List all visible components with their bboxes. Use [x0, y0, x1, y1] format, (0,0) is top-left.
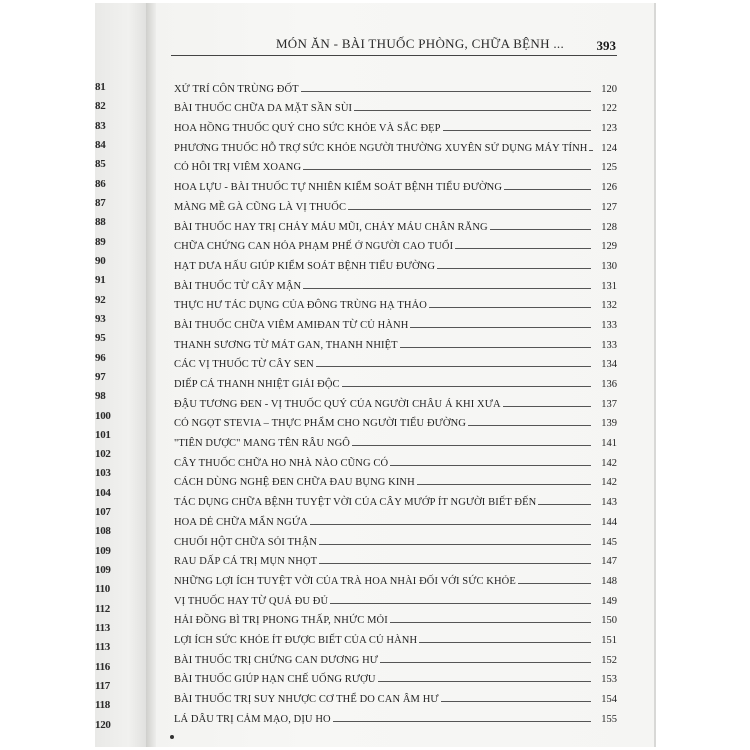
toc-entry	[174, 331, 617, 351]
toc-entry	[174, 607, 617, 627]
toc-entry	[174, 311, 617, 331]
toc-entry-title: RAU DẤP CÁ TRỊ MỤN NHỌT	[174, 556, 318, 568]
toc-leader-dots	[504, 188, 591, 190]
toc-leader-dots	[455, 247, 591, 249]
toc-entry-title: XỬ TRÍ CÔN TRÙNG ĐỐT	[174, 83, 299, 95]
toc-entry-title: BÀI THUỐC TRỊ CHỨNG CAN DƯƠNG HƯ	[174, 654, 379, 666]
left-page-number: 86	[95, 177, 106, 190]
left-page-number: 118	[95, 699, 110, 712]
toc-leader-dots	[303, 287, 591, 289]
toc-entry	[174, 666, 617, 686]
toc-entry-title: DIẾP CÁ THANH NHIỆT GIẢI ĐỘC	[174, 379, 340, 390]
left-page-number: 109	[95, 544, 111, 557]
toc-entry-page: 131	[601, 280, 617, 292]
toc-entry-page: 150	[601, 615, 617, 627]
toc-entry-title: CÁC VỊ THUỐC TỪ CÂY SEN	[174, 359, 314, 371]
toc-leader-dots	[352, 444, 591, 446]
toc-leader-dots	[316, 365, 591, 367]
left-page-number: 89	[95, 235, 106, 248]
toc-entry-page: 133	[601, 319, 617, 331]
toc-entry-page: 122	[601, 103, 617, 115]
toc-entry-page: 136	[601, 379, 617, 390]
left-page-number: 107	[95, 506, 111, 519]
toc-entry	[174, 390, 617, 410]
toc-leader-dots	[380, 661, 591, 663]
toc-entry-page: 128	[601, 221, 617, 233]
toc-entry-page: 139	[601, 418, 617, 430]
left-page-number: 102	[95, 448, 111, 461]
toc-leader-dots	[419, 641, 591, 643]
left-page-number: 97	[95, 370, 106, 383]
toc-entry-page: 142	[601, 477, 617, 489]
toc-leader-dots	[417, 483, 591, 485]
toc-entry-title: CHUỐI HỘT CHỮA SỎI THẬN	[174, 536, 318, 548]
toc-leader-dots	[441, 700, 591, 702]
left-page-number: 103	[95, 467, 111, 480]
toc-entry-page: 124	[601, 142, 617, 154]
toc-entry-title: THANH SƯƠNG TỪ MÁT GAN, THANH NHIỆT	[174, 339, 398, 351]
toc-leader-dots	[354, 109, 591, 111]
toc-entry-page: 148	[601, 575, 617, 587]
toc-entry-title: BÀI THUỐC TRỊ SUY NHƯỢC CƠ THỂ DO CAN ÂM HƯ	[174, 694, 439, 705]
toc-leader-dots	[429, 306, 591, 308]
toc-entry-title: CÁCH DÙNG NGHỆ ĐEN CHỮA ĐAU BỤNG KINH	[174, 477, 415, 489]
toc-entry	[174, 528, 617, 548]
toc-entry-page: 130	[601, 260, 617, 272]
toc-entry-title: ĐẬU TƯƠNG ĐEN - VỊ THUỐC QUÝ CỦA NGƯỜI CHÂU Á KHI XƯA	[174, 398, 501, 410]
left-page-number: 92	[95, 293, 106, 306]
running-title: MÓN ĂN - BÀI THUỐC PHÒNG, CHỮA BỆNH ...	[275, 36, 564, 51]
toc-entry-title: CỎ NGỌT STEVIA – THỰC PHẨM CHO NGƯỜI TIỂU ĐƯỜNG	[174, 418, 466, 430]
left-page-number: 116	[95, 660, 110, 673]
toc-entry	[174, 508, 617, 528]
toc-leader-dots	[378, 680, 591, 682]
header-rule	[171, 55, 617, 56]
toc-entry	[174, 429, 617, 449]
toc-entry-page: 129	[601, 241, 617, 253]
left-page-number: 112	[95, 602, 110, 615]
toc-entry-page: 125	[601, 162, 617, 174]
toc-entry-title: PHƯƠNG THUỐC HỖ TRỢ SỨC KHỎE NGƯỜI THƯỜNG XUYÊN SỬ DỤNG MÁY TÍNH	[174, 142, 588, 154]
toc-entry	[174, 272, 617, 292]
left-page-number: 91	[95, 274, 106, 287]
page-mark	[170, 735, 174, 739]
left-page-number: 98	[95, 390, 106, 403]
toc-leader-dots	[390, 464, 591, 466]
left-page-number: 82	[95, 100, 106, 113]
toc-leader-dots	[468, 424, 591, 426]
toc-entry-page: 152	[601, 654, 617, 666]
left-page-number: 104	[95, 486, 111, 499]
toc-entry-title: HOA LỰU - BÀI THUỐC TỰ NHIÊN KIỂM SOÁT BỆNH TIỂU ĐƯỜNG	[174, 182, 503, 194]
toc-leader-dots	[330, 602, 591, 604]
toc-leader-dots	[301, 90, 591, 92]
toc-entry-title: CHỮA CHỨNG CAN HỎA PHẠM PHẾ Ở NGƯỜI CAO TUỔI	[174, 241, 454, 253]
toc-entry-page: 154	[601, 694, 617, 705]
toc-entry	[174, 75, 617, 95]
toc-entry	[174, 351, 617, 371]
toc-entry	[174, 587, 617, 607]
toc-leader-dots	[333, 720, 591, 722]
toc-entry-page: 149	[601, 595, 617, 607]
toc-entry-title: CÂY THUỐC CHỮA HO NHÀ NÀO CŨNG CÓ	[174, 457, 389, 469]
toc-leader-dots	[490, 228, 591, 230]
left-page-number: 101	[95, 428, 111, 441]
toc-entry-page: 141	[601, 438, 617, 450]
toc-entry	[174, 114, 617, 134]
toc-entry	[174, 193, 617, 213]
toc-entry-title: HOA HỒNG THUỐC QUÝ CHO SỨC KHỎE VÀ SẮC ĐẸP	[174, 123, 441, 135]
toc-entry-title: MÀNG MỀ GÀ CŨNG LÀ VỊ THUỐC	[174, 201, 347, 213]
toc-entry-title: BÀI THUỐC TỪ CÂY MẬN	[174, 280, 302, 292]
toc-entry-page: 143	[601, 497, 617, 509]
toc-entry-title: "TIÊN DƯỢC" MANG TÊN RÂU NGÔ	[174, 438, 350, 450]
running-header	[156, 36, 616, 56]
left-page-number: 83	[95, 119, 106, 132]
toc-entry	[174, 252, 617, 272]
toc-leader-dots	[437, 267, 591, 269]
left-page-number: 87	[95, 196, 106, 209]
left-page-number: 93	[95, 312, 106, 325]
toc-entry-page: 133	[601, 339, 617, 351]
toc-leader-dots	[319, 562, 591, 564]
toc-entry-page: 127	[601, 201, 617, 213]
toc-entry	[174, 548, 617, 568]
left-page-number: 88	[95, 216, 106, 229]
toc-entry-title: HẢI ĐỒNG BÌ TRỊ PHONG THẤP, NHỨC MỎI	[174, 615, 388, 627]
toc-entry-page: 137	[601, 398, 617, 410]
toc-entry-title: VỊ THUỐC HAY TỪ QUẢ ĐU ĐỦ	[174, 595, 329, 607]
toc-entry-title: NHỮNG LỢI ÍCH TUYỆT VỜI CỦA TRÀ HOA NHÀI ĐỐI VỚI SỨC KHỎE	[174, 575, 516, 587]
toc-entry	[174, 134, 617, 154]
left-page-number: 85	[95, 158, 106, 171]
toc-entry-title: BÀI THUỐC CHỮA VIÊM AMIĐAN TỪ CỦ HÀNH	[174, 319, 409, 331]
toc-entry	[174, 488, 617, 508]
toc-entry	[174, 213, 617, 233]
toc-entry	[174, 469, 617, 489]
toc-entry-page: 144	[601, 516, 617, 528]
left-page-number: 120	[95, 718, 111, 731]
left-page-number: 108	[95, 525, 111, 538]
left-page-number: 113	[95, 622, 110, 635]
toc-entry-title: THỰC HƯ TÁC DỤNG CỦA ĐÔNG TRÙNG HẠ THẢO	[174, 300, 427, 312]
toc-entry-page: 123	[601, 123, 617, 135]
left-page-number: 109	[95, 564, 111, 577]
toc-entry-title: BÀI THUỐC GIÚP HẠN CHẾ UỐNG RƯỢU	[174, 674, 376, 686]
left-page-number: 84	[95, 138, 106, 151]
table-of-contents	[174, 75, 617, 725]
toc-leader-dots	[410, 326, 591, 328]
toc-leader-dots	[319, 543, 591, 545]
toc-entry	[174, 154, 617, 174]
page-number: 393	[596, 38, 616, 53]
toc-entry	[174, 233, 617, 253]
toc-entry	[174, 567, 617, 587]
toc-entry-title: HẠT DƯA HẤU GIÚP KIỂM SOÁT BỆNH TIỂU ĐƯỜNG	[174, 260, 436, 272]
left-page-number: 90	[95, 254, 106, 267]
toc-entry-title: BÀI THUỐC CHỮA DA MẶT SẦN SÙI	[174, 103, 353, 115]
toc-entry-page: 153	[601, 674, 617, 686]
left-page-number: 110	[95, 583, 110, 596]
toc-entry	[174, 292, 617, 312]
toc-entry-page: 151	[601, 634, 617, 646]
toc-entry-title: LÁ DÂU TRỊ CẢM MẠO, DỊU HO	[174, 713, 331, 725]
right-page	[156, 3, 656, 747]
toc-entry	[174, 646, 617, 666]
toc-entry	[174, 449, 617, 469]
page-edge-shadow	[654, 3, 656, 747]
toc-leader-dots	[303, 168, 591, 170]
left-page-number: 100	[95, 409, 111, 422]
toc-entry-title: CỎ HÔI TRỊ VIÊM XOANG	[174, 162, 302, 174]
toc-entry	[174, 685, 617, 705]
toc-entry-title: BÀI THUỐC HAY TRỊ CHẢY MÁU MŨI, CHẢY MÁU CHÂN RĂNG	[174, 221, 488, 233]
toc-entry-title: LỢI ÍCH SỨC KHỎE ÍT ĐƯỢC BIẾT CỦA CỦ HÀNH	[174, 634, 418, 646]
left-page-edge	[95, 3, 151, 747]
toc-leader-dots	[348, 208, 591, 210]
toc-leader-dots	[503, 405, 591, 407]
toc-entry-page: 120	[601, 83, 617, 95]
toc-entry-page: 132	[601, 300, 617, 312]
toc-entry	[174, 173, 617, 193]
toc-entry-title: TÁC DỤNG CHỮA BỆNH TUYỆT VỜI CỦA CÂY MƯỚP ÍT NGƯỜI BIẾT ĐẾN	[174, 497, 537, 509]
toc-leader-dots	[310, 523, 591, 525]
toc-leader-dots	[518, 582, 591, 584]
toc-entry	[174, 370, 617, 390]
toc-entry-title: HOA DẺ CHỮA MẨN NGỨA	[174, 516, 308, 528]
toc-entry-page: 126	[601, 182, 617, 194]
left-page-number: 81	[95, 81, 106, 93]
toc-entry-page: 142	[601, 457, 617, 469]
left-page-number: 96	[95, 351, 106, 364]
toc-entry-page: 155	[601, 713, 617, 725]
toc-entry	[174, 705, 617, 725]
toc-leader-dots	[400, 346, 591, 348]
toc-leader-dots	[538, 503, 591, 505]
left-page-number: 95	[95, 332, 106, 345]
toc-leader-dots	[443, 129, 591, 131]
toc-entry-page: 147	[601, 556, 617, 568]
toc-entry-page: 145	[601, 536, 617, 548]
toc-leader-dots	[342, 385, 591, 387]
toc-entry	[174, 95, 617, 115]
toc-leader-dots	[390, 621, 591, 623]
left-page-number: 117	[95, 680, 110, 693]
toc-entry	[174, 410, 617, 430]
toc-entry	[174, 626, 617, 646]
toc-entry-page: 134	[601, 359, 617, 371]
left-page-number: 113	[95, 641, 110, 654]
